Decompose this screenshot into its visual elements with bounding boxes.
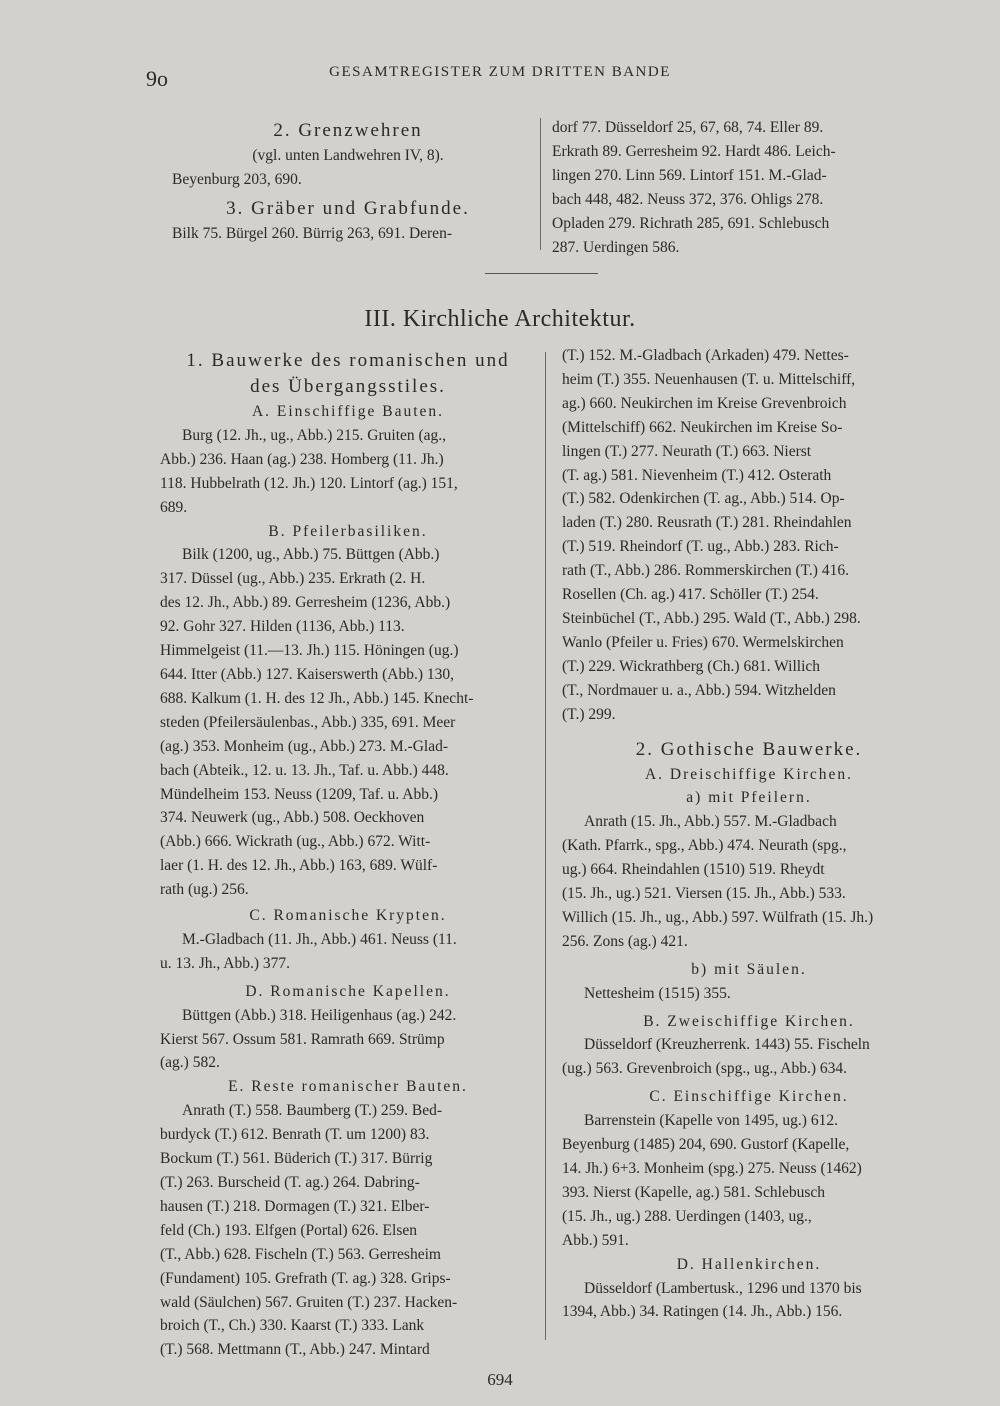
text-line: (ag.) 353. Monheim (ug., Abb.) 273. M.-Glad- [160,737,448,755]
text-line: (T. ag.) 581. Nievenheim (T.) 412. Osterath [562,466,832,484]
page-number-top: 9o [146,66,168,91]
text-line: 1394, Abb.) 34. Ratingen (14. Jh., Abb.) 156. [562,1303,843,1321]
text-line: (T.) 263. Burscheid (T. ag.) 264. Dabring- [160,1174,420,1191]
text-line: 256. Zons (ag.) 421. [562,932,688,950]
text-line: 393. Nierst (Kapelle, ag.) 581. Schlebusch [562,1183,826,1201]
section-rule [485,273,598,274]
text-line: (T.) 299. [562,705,616,723]
text-line: Burg (12. Jh., ug., Abb.) 215. Gruiten (ag., [182,426,447,444]
text-line: rath (ug.) 256. [160,881,249,899]
text-line: Steinbüchel (T., Abb.) 295. Wald (T., Abb.) 298. [562,609,861,627]
text-line: M.-Gladbach (11. Jh., Abb.) 461. Neuss (11. [182,930,457,948]
text-line: laden (T.) 280. Reusrath (T.) 281. Rheindahlen [562,514,852,532]
text-line: (Fundament) 105. Grefrath (T. ag.) 328. Grips- [160,1269,451,1287]
text-line: 287. Uerdingen 586. [552,238,680,256]
text-line: u. 13. Jh., Abb.) 377. [160,954,291,972]
subheading-c: C. Einschiffige Kirchen. [649,1088,849,1106]
text-line: Kierst 567. Ossum 581. Ramrath 669. Strümp [160,1030,445,1048]
text-line: Bilk 75. Bürgel 260. Bürrig 263, 691. Deren- [172,224,452,242]
subheading-c: C. Romanische Krypten. [249,907,447,925]
text-line: 644. Itter (Abb.) 127. Kaiserswerth (Abb.) 130, [160,665,455,683]
running-head: GESAMTREGISTER ZUM DRITTEN BANDE [329,64,671,80]
subheading-d: D. Romanische Kapellen. [245,982,451,1000]
text-line: wald (Säulchen) 567. Gruiten (T.) 237. Hacken- [160,1293,458,1311]
text-line: bach 448, 482. Neuss 372, 376. Ohligs 278. [552,190,824,208]
text-line: Opladen 279. Richrath 285, 691. Schlebusch [552,214,830,232]
text-line: (Abb.) 666. Wickrath (ug., Abb.) 672. Witt- [160,833,431,851]
text-line: (T., Abb.) 628. Fischeln (T.) 563. Gerresheim [160,1245,441,1263]
text-line: bach (Abteik., 12. u. 13. Jh., Taf. u. Abb.) 448. [160,761,449,779]
text-line: Büttgen (Abb.) 318. Heiligenhaus (ag.) 242. [182,1006,457,1024]
text-line: 374. Neuwerk (ug., Abb.) 508. Oeckhoven [160,809,425,827]
subheading-b: B. Pfeilerbasiliken. [268,522,428,540]
text-line: (T.) 519. Rheindorf (T. ug., Abb.) 283. Rich- [562,538,839,556]
text-line: (15. Jh., ug.) 521. Viersen (15. Jh., Abb.) 533. [562,885,846,903]
text-line: Willich (15. Jh., ug., Abb.) 597. Wülfrath (15. Jh.) [562,908,874,926]
text-line: Himmelgeist (11.—13. Jh.) 115. Höningen (ug.) [160,642,459,660]
text-line: 317. Düssel (ug., Abb.) 235. Erkrath (2. H. [160,570,426,588]
column-divider-main [545,352,546,1340]
text-line: Bockum (T.) 561. Büderich (T.) 317. Bürrig [160,1150,433,1168]
text-line: hausen (T.) 218. Dormagen (T.) 321. Elber- [160,1197,430,1215]
text-line: Erkrath 89. Gerresheim 92. Hardt 486. Leich- [552,142,836,160]
text-line: ug.) 664. Rheindahlen (1510) 519. Rheydt [562,861,825,879]
text-line: 14. Jh.) 6+3. Monheim (spg.) 275. Neuss (1462) [562,1160,862,1177]
text-line: feld (Ch.) 193. Elfgen (Portal) 626. Elsen [160,1221,417,1239]
text-line: Rosellen (Ch. ag.) 417. Schöller (T.) 254. [562,586,819,604]
text-line: Wanlo (Pfeiler u. Fries) 670. Wermelskirchen [562,633,844,651]
text-line: 92. Gohr 327. Hilden (1136, Abb.) 113. [160,618,405,636]
left-column [160,348,536,1362]
text-line: (15. Jh., ug.) 288. Uerdingen (1403, ug., [562,1207,812,1225]
subheading-e: E. Reste romanischer Bauten. [228,1078,468,1096]
subheading-d: D. Hallenkirchen. [676,1255,822,1273]
text-line: rath (T., Abb.) 286. Rommerskirchen (T.) 416. [562,562,849,580]
text-line: steden (Pfeilersäulenbas., Abb.) 335, 691. Meer [160,713,456,731]
text-line: Beyenburg (1485) 204, 690. Gustorf (Kapelle, [562,1136,850,1154]
text-line: (T., Nordmauer u. a., Abb.) 594. Witzhelden [562,681,836,699]
text-line: Nettesheim (1515) 355. [584,984,731,1002]
text-line: heim (T.) 355. Neuenhausen (T. u. Mittelschiff, [562,370,856,388]
subheading-b: B. Zweischiffige Kirchen. [643,1012,855,1030]
section-title: III. Kirchliche Architektur. [364,306,636,332]
text-line: 689. [160,498,188,516]
text-line: (T.) 582. Odenkirchen (T. ag., Abb.) 514. Op- [562,490,845,508]
text-line: Düsseldorf (Kreuzherrenk. 1443) 55. Fischeln [584,1036,870,1054]
text-line: Anrath (T.) 558. Baumberg (T.) 259. Bed- [182,1102,442,1120]
text-line: (T.) 568. Mettmann (T., Abb.) 247. Mintard [160,1341,430,1359]
text-line: Abb.) 236. Haan (ag.) 238. Homberg (11. Jh.) [160,450,444,468]
heading-graeber: 3. Gräber und Grabfunde. [226,197,470,219]
right-column [562,344,936,1324]
heading-romanisch-cont: des Übergangsstiles. [250,376,446,397]
subheading-a: A. Einschiffige Bauten. [251,403,445,420]
text-line: (vgl. unten Landwehren IV, 8). [252,147,444,164]
text-line: broich (T., Ch.) 330. Kaarst (T.) 333. Lank [160,1317,425,1335]
text-line: Beyenburg 203, 690. [172,170,302,188]
text-line: Anrath (15. Jh., Abb.) 557. M.-Gladbach [584,813,837,831]
text-line: Düsseldorf (Lambertusk., 1296 und 1370 bis [584,1279,862,1297]
top-left-column [172,118,524,246]
heading-gothisch: 2. Gothische Bauwerke. [635,738,863,760]
text-line: 118. Hubbelrath (12. Jh.) 120. Lintorf (ag.) 151, [160,474,458,492]
subheading-a: A. Dreischiffige Kirchen. [644,765,854,783]
heading-grenzwehren: 2. Grenzwehren [273,120,423,141]
text-line: burdyck (T.) 612. Benrath (T. um 1200) 83. [160,1126,430,1144]
text-line: (ag.) 582. [160,1054,220,1072]
text-line: lingen (T.) 277. Neurath (T.) 663. Nierst [562,442,812,460]
top-right-column [552,116,932,259]
text-line: dorf 77. Düsseldorf 25, 67, 68, 74. Eller 89. [552,119,824,136]
text-line: Barrenstein (Kapelle von 1495, ug.) 612. [584,1112,838,1130]
text-line: ag.) 660. Neukirchen im Kreise Grevenbroich [562,394,847,412]
subheading-aa: a) mit Pfeilern. [686,789,812,807]
text-line: Abb.) 591. [562,1231,629,1249]
text-line: Bilk (1200, ug., Abb.) 75. Büttgen (Abb.) [182,546,440,564]
column-divider-top [540,118,541,250]
heading-romanisch: 1. Bauwerke des romanischen und [186,350,510,371]
text-line: laer (1. H. des 12. Jh., Abb.) 163, 689. Wülf- [160,857,438,875]
text-line: des 12. Jh., Abb.) 89. Gerresheim (1236, Abb.) [160,594,451,612]
text-line: (Mittelschiff) 662. Neukirchen im Kreise So- [562,418,843,436]
page-number-bottom: 694 [487,1370,513,1389]
subheading-ab: b) mit Säulen. [691,960,807,978]
text-line: (Kath. Pfarrk., spg., Abb.) 474. Neurath (spg., [562,837,847,855]
text-line: Mündelheim 153. Neuss (1209, Taf. u. Abb.) [160,785,439,803]
text-line: (T.) 229. Wickrathberg (Ch.) 681. Willich [562,657,821,675]
text-line: (T.) 152. M.-Gladbach (Arkaden) 479. Nettes- [562,347,849,364]
text-line: lingen 270. Linn 569. Lintorf 151. M.-Glad- [552,166,827,184]
text-line: 688. Kalkum (1. H. des 12 Jh., Abb.) 145. Knecht- [160,689,474,707]
text-line: (ug.) 563. Grevenbroich (spg., ug., Abb.) 634. [562,1060,847,1078]
